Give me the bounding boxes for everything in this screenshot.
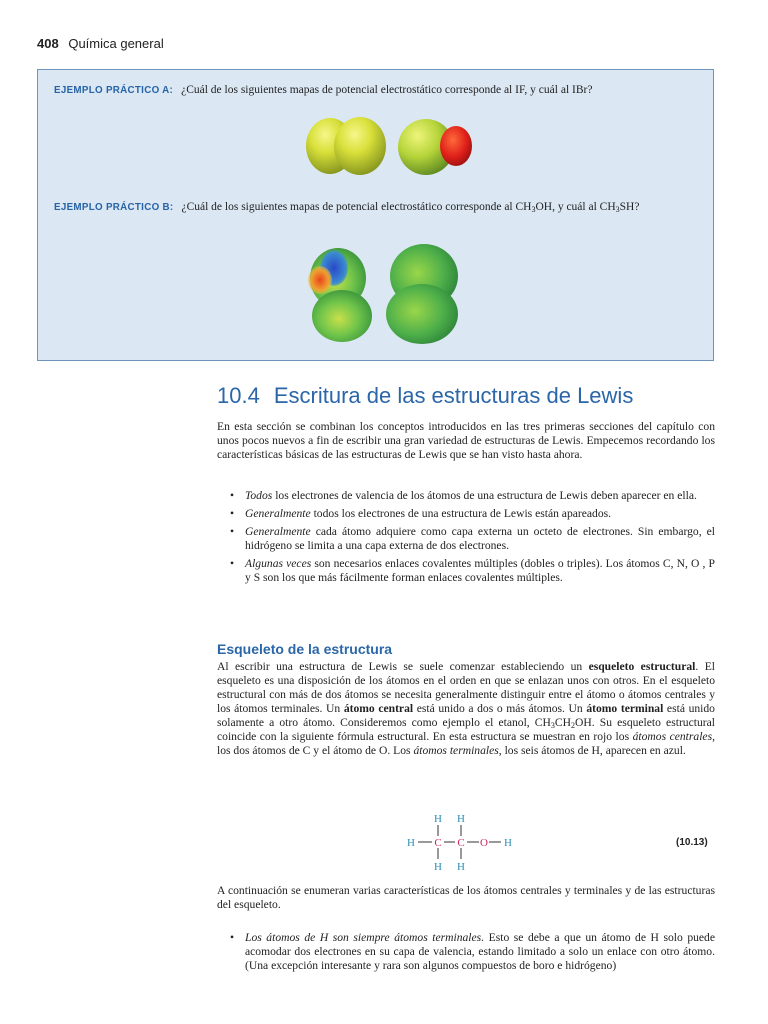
sub-3b: 3 — [615, 205, 620, 214]
atom-h: H — [457, 861, 465, 873]
bullet-icon: • — [230, 525, 235, 538]
bullet-emphasis: Los átomos de H son siempre átomos terminales. — [245, 931, 485, 944]
atom-characteristics-list — [217, 931, 715, 977]
text-run: . El esqueleto es una disposición de los átomos en el orden en que se enlazan unos con otros. En el esqueleto estructural con más de dos átomos se necesita generalmente distinguir entre el átomo o átomos centrales y los átomos terminales. Un — [217, 660, 715, 715]
list-item — [230, 525, 715, 553]
bullet-text: cada átomo adquiere como capa externa un octeto de electrones. Sin embargo, el hidrógeno se limita a una capa externa de dos electrones. — [245, 525, 715, 552]
subscript: 2 — [571, 721, 576, 730]
practice-examples-box — [37, 69, 714, 361]
practice-example-a — [54, 83, 702, 98]
atom-c: C — [457, 837, 465, 849]
bullet-icon: • — [230, 489, 235, 502]
bullet-text: Esto se debe a que un átomo de H solo puede acomodar dos electrones en su capa de valencia, estando limitado a solo un enlace con otro átomo. (Una excepción interesante y rara son algunos compuestos de boro e hidrógeno) — [245, 931, 715, 972]
example-b-text-2: OH, y cuál al CH — [535, 201, 616, 213]
lewis-features-list — [217, 489, 715, 589]
list-item — [230, 507, 715, 521]
subscript: 3 — [550, 721, 555, 730]
skeleton-paragraph — [217, 660, 715, 758]
atom-h: H — [434, 861, 442, 873]
subsection-title: Esqueleto de la estructura — [217, 641, 393, 657]
bold-term: átomo central — [343, 702, 414, 715]
example-b-label: EJEMPLO PRÁCTICO B: — [54, 202, 174, 213]
molecule-map-4 — [386, 244, 458, 344]
italic-term: átomos terminales — [413, 744, 499, 757]
sub-3: 3 — [531, 205, 536, 214]
bullet-emphasis: Algunas veces — [245, 557, 312, 570]
section-number: 10.4 — [217, 383, 260, 408]
bullet-emphasis: Todos — [245, 489, 273, 502]
bullet-icon: • — [230, 557, 235, 570]
bullet-icon: • — [230, 507, 235, 520]
molecule-map-3 — [308, 248, 372, 342]
bullet-emphasis: Generalmente — [245, 525, 311, 538]
atom-h: H — [457, 813, 465, 825]
atom-c: C — [434, 837, 442, 849]
text-run: CH — [554, 716, 572, 729]
book-title: Química general — [68, 36, 164, 51]
section-title — [217, 383, 633, 409]
list-item — [230, 489, 715, 503]
atom-h: H — [407, 837, 415, 849]
list-item — [230, 931, 715, 973]
continuation-paragraph: A continuación se enumeran varias características de los átomos centrales y terminales y de las estructuras del esqueleto. — [217, 884, 715, 911]
example-b-text-3: SH? — [619, 201, 640, 213]
bullet-emphasis: Generalmente — [245, 507, 311, 520]
intro-paragraph: En esta sección se combinan los conceptos introducidos en las tres primeras secciones del capítulo con unos pocos nuevos a fin de escribir una gran variedad de estructuras de Lewis. Empecemos recordando los características básicas de las estructuras de Lewis que se han visto hasta ahora. — [217, 420, 715, 461]
atom-h: H — [434, 813, 442, 825]
practice-example-b — [54, 200, 702, 215]
example-b-text-1: ¿Cuál de los siguientes mapas de potencial electrostático corresponde al CH — [181, 201, 532, 213]
bullet-text: los electrones de valencia de los átomos de una estructura de Lewis deben aparecer en ella. — [272, 489, 697, 502]
atom-o: O — [480, 837, 488, 849]
text-run: Al escribir una estructura de Lewis se suele comenzar estableciendo un — [217, 660, 589, 673]
equation-number: (10.13) — [676, 837, 708, 848]
text-run: , los dos átomos de C y el átomo de O. Los — [217, 730, 715, 757]
text-run: OH. Su esqueleto estructural coincide con la siguiente fórmula estructural. En esta estructura se muestran en rojo los — [217, 716, 715, 743]
electrostatic-maps-a — [306, 110, 478, 180]
molecule-map-2 — [398, 119, 472, 175]
page-number: 408 — [37, 36, 59, 51]
ethanol-structural-formula — [405, 810, 525, 874]
text-run: está unido a dos o más átomos. Un — [413, 702, 587, 715]
atom-h: H — [504, 837, 512, 849]
bullet-text: son necesarios enlaces covalentes múltiples (dobles o triples). Los átomos C, N, O , P y S son los que más fácilmente forman enlaces covalentes múltiples. — [245, 557, 715, 584]
electrostatic-maps-b — [304, 240, 474, 345]
bullet-icon: • — [230, 931, 235, 944]
example-a-text: ¿Cuál de los siguientes mapas de potencial electrostático corresponde al IF, y cuál al IBr? — [181, 84, 593, 96]
list-item — [230, 557, 715, 585]
bullet-text: todos los electrones de una estructura de Lewis están apareados. — [310, 507, 612, 520]
italic-term: átomos centrales — [632, 730, 713, 743]
bold-term: átomo terminal — [586, 702, 664, 715]
molecule-map-1 — [306, 117, 386, 175]
text-run: , los seis átomos de H, aparecen en azul. — [498, 744, 686, 757]
page-header — [37, 36, 164, 51]
bold-term: esqueleto estructural — [588, 660, 696, 673]
example-a-label: EJEMPLO PRÁCTICO A: — [54, 85, 174, 96]
text-run: está unido solamente a otro átomo. Consideremos como ejemplo el etanol, CH — [217, 702, 715, 729]
section-heading: Escritura de las estructuras de Lewis — [273, 383, 634, 408]
